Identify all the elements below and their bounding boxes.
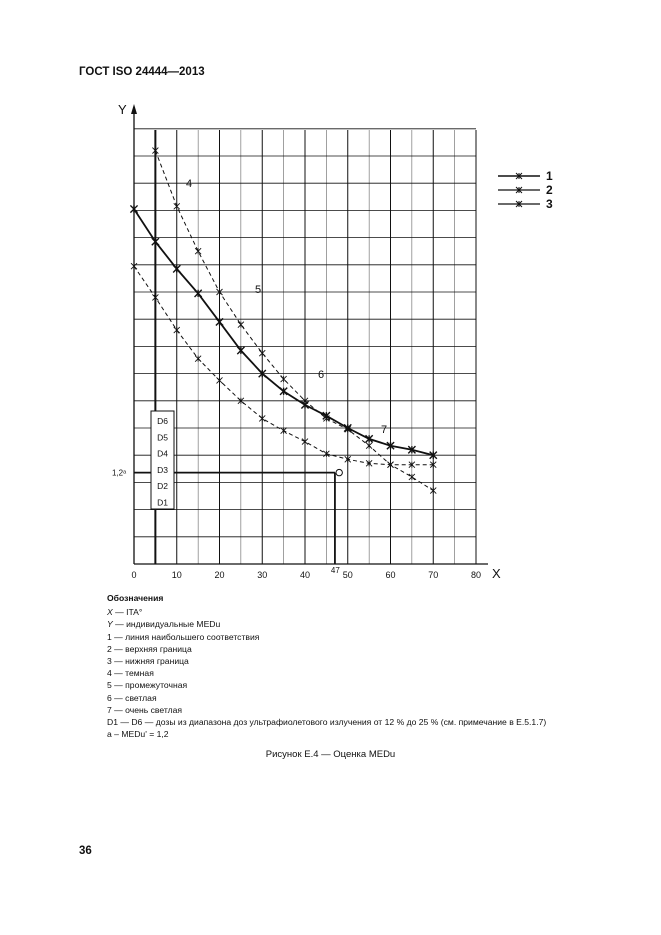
legend-item xyxy=(107,643,546,655)
data-point xyxy=(174,203,180,209)
legend-block xyxy=(107,592,546,740)
x-tick-label: 40 xyxy=(299,570,311,580)
legend-item xyxy=(107,618,546,630)
legend-entry xyxy=(498,173,540,179)
data-point xyxy=(152,148,158,154)
data-point xyxy=(366,443,372,449)
legend-item-text: 7 — очень светлая xyxy=(107,704,183,715)
legend-item-text: D1 — D6 — дозы из диапазона доз ультрафиолетового излучения от 12 % до 25 % (см. примечание в Е.5.1.7) xyxy=(107,717,547,728)
document-header: ГОСТ ISO 24444—2013 xyxy=(79,66,205,78)
y-axis-label: Y xyxy=(118,102,127,117)
legend-item xyxy=(107,728,546,740)
legend-item-key: Y xyxy=(107,619,113,630)
data-point xyxy=(430,488,436,494)
legend-title: Обозначения xyxy=(107,593,164,603)
legend-lines xyxy=(107,606,546,740)
legend-item xyxy=(107,692,546,704)
legend-entry xyxy=(498,187,540,193)
legend-item xyxy=(107,667,546,679)
region-label: 6 xyxy=(318,369,325,381)
x-tick-label: 80 xyxy=(470,570,482,580)
legend-item-text: 5 — промежуточная xyxy=(107,680,188,691)
figure-caption: Рисунок Е.4 — Оценка MEDu xyxy=(265,749,396,760)
page-number: 36 xyxy=(79,845,92,857)
data-point xyxy=(195,248,201,254)
legend-item-text: 1 — линия наибольшего соответствия xyxy=(107,631,260,642)
series-line xyxy=(155,151,433,491)
data-point xyxy=(259,350,265,356)
y-marker-label: 1,2ᵃ xyxy=(112,468,127,478)
x-tick-label: 50 xyxy=(342,570,353,580)
data-point xyxy=(217,377,223,383)
data-point xyxy=(130,205,137,212)
dose-label: D6 xyxy=(157,416,168,426)
legend-item-text: 2 — верхняя граница xyxy=(107,643,192,654)
legend-item-text: 6 — светлая xyxy=(107,692,157,703)
data-point xyxy=(131,263,137,269)
x-tick-label: 70 xyxy=(428,570,439,580)
region-label: 7 xyxy=(381,424,388,436)
legend-entry-label: 3 xyxy=(546,197,553,211)
legend-item xyxy=(107,655,546,667)
x-marker-label: 47 xyxy=(330,566,340,575)
dose-label: D5 xyxy=(157,432,168,443)
region-label: 4 xyxy=(186,178,193,190)
legend-item-key: X xyxy=(107,607,113,618)
dose-label: D3 xyxy=(157,464,168,475)
data-point xyxy=(281,428,287,434)
x-tick-label: 0 xyxy=(131,570,137,580)
data-point xyxy=(238,322,244,328)
x-tick-label: 30 xyxy=(257,570,268,580)
grid xyxy=(134,129,476,564)
data-point xyxy=(152,238,159,245)
legend-entry-label: 1 xyxy=(546,169,553,183)
legend-item xyxy=(107,631,546,643)
legend-item-text: — ITA° xyxy=(112,607,143,618)
legend-item xyxy=(107,679,546,691)
x-tick-label: 20 xyxy=(214,570,225,580)
data-point xyxy=(195,356,201,362)
intersection-marker xyxy=(336,469,342,475)
dose-label: D1 xyxy=(157,497,168,508)
x-axis-label: X xyxy=(492,566,501,581)
data-point xyxy=(174,327,180,333)
legend-entry xyxy=(498,201,540,207)
region-label: 5 xyxy=(255,284,262,296)
dose-label: D4 xyxy=(157,448,168,459)
data-point xyxy=(216,318,223,325)
data-point xyxy=(259,415,265,421)
legend-item-text: a – MEDu' = 1,2 xyxy=(107,729,169,740)
legend-item xyxy=(107,606,546,618)
data-point xyxy=(195,290,202,297)
data-point xyxy=(237,347,244,354)
x-tick-label: 10 xyxy=(171,570,182,580)
legend-item-text: 4 — темная xyxy=(107,668,154,679)
legend-item-text: 3 — нижняя граница xyxy=(107,656,189,667)
legend-item xyxy=(107,716,546,728)
x-tick-label: 60 xyxy=(385,570,396,580)
data-point xyxy=(280,388,287,395)
data-point xyxy=(152,294,158,300)
legend-entry-label: 2 xyxy=(546,183,553,197)
data-point xyxy=(409,474,415,480)
data-point xyxy=(173,265,180,272)
data-point xyxy=(281,376,287,382)
data-point xyxy=(302,439,308,445)
legend-item-text: — индивидуальные MEDu xyxy=(112,619,221,630)
legend-item xyxy=(107,704,546,716)
y-axis-arrow xyxy=(131,104,137,114)
dose-label: D2 xyxy=(157,481,168,492)
